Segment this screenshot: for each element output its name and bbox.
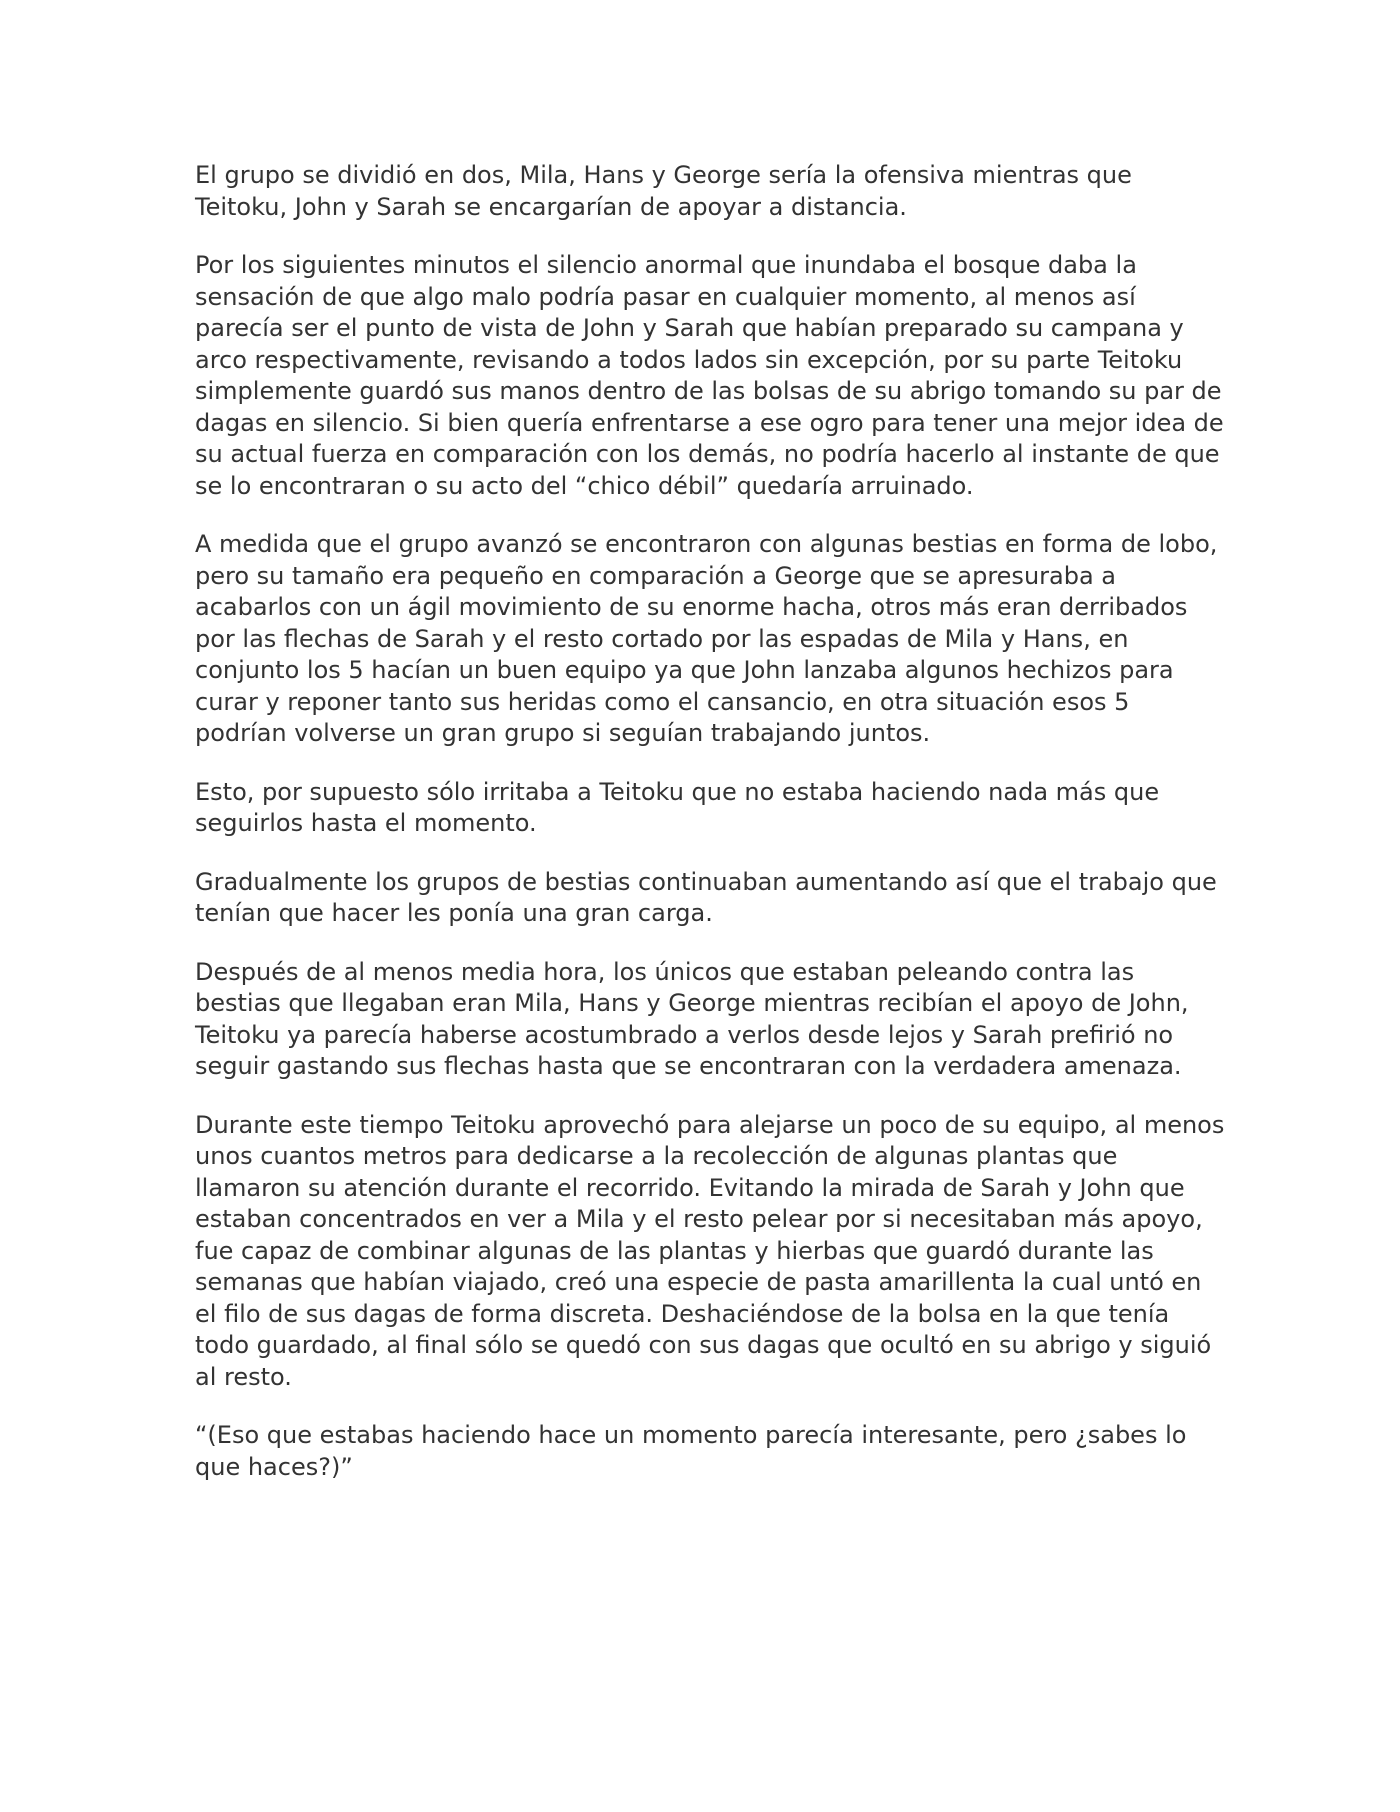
paragraph: Después de al menos media hora, los únicos que estaban peleando contra las bestias que llegaban eran Mila, Hans y George mientras recibían el apoyo de John, Teitoku ya parecía haberse acostumbrado a verlos desde lejos y Sarah prefirió no seguir gastando sus flechas hasta que se encontraran con la verdadera amenaza. [195,957,1189,1080]
paragraph: Por los siguientes minutos el silencio anormal que inundaba el bosque daba la sensación de que algo malo podría pasar en cualquier momento, al menos así parecía ser el punto de vista de John y Sarah que habían preparado su campana y arco respectivamente, revisando a todos lados sin excepción, por su parte Teitoku simplemente guardó sus manos dentro de las bolsas de su abrigo tomando su par de dagas en silencio. Si bien quería enfrentarse a ese ogro para tener una mejor idea de su actual fuerza en comparación con los demás, no podría hacerlo al instante de que se lo encontraran o su acto del “chico débil” quedaría arruinado. [195,251,1224,500]
paragraph: “(Eso que estabas haciendo hace un momento parecía interesante, pero ¿sabes lo que haces?)” [195,1421,1187,1481]
paragraph: Durante este tiempo Teitoku aprovechó para alejarse un poco de su equipo, al menos unos cuantos metros para dedicarse a la recolección de algunas plantas que llamaron su atención durante el recorrido. Evitando la mirada de Sarah y John que estaban concentrados en ver a Mila y el resto pelear por si necesitaban más apoyo, fue capaz de combinar algunas de las plantas y hierbas que guardó durante las semanas que habían viajado, creó una especie de pasta amarillenta la cual untó en el filo de sus dagas de forma discreta. Deshaciéndose de la bolsa en la que tenía todo guardado, al final sólo se quedó con sus dagas que ocultó en su abrigo y siguió al resto. [195,1110,1225,1391]
paragraph: El grupo se dividió en dos, Mila, Hans y George sería la ofensiva mientras que Teitoku, John y Sarah se encargarían de apoyar a distancia. [195,161,1132,221]
document-body [195,160,1225,1510]
paragraph: A medida que el grupo avanzó se encontraron con algunas bestias en forma de lobo, pero su tamaño era pequeño en comparación a George que se apresuraba a acabarlos con un ágil movimiento de su enorme hacha, otros más eran derribados por las flechas de Sarah y el resto cortado por las espadas de Mila y Hans, en conjunto los 5 hacían un buen equipo ya que John lanzaba algunos hechizos para curar y reponer tanto sus heridas como el cansancio, en otra situación esos 5 podrían volverse un gran grupo si seguían trabajando juntos. [195,530,1218,747]
paragraph: Gradualmente los grupos de bestias continuaban aumentando así que el trabajo que tenían que hacer les ponía una gran carga. [195,867,1217,927]
paragraph: Esto, por supuesto sólo irritaba a Teitoku que no estaba haciendo nada más que seguirlos hasta el momento. [195,777,1160,837]
